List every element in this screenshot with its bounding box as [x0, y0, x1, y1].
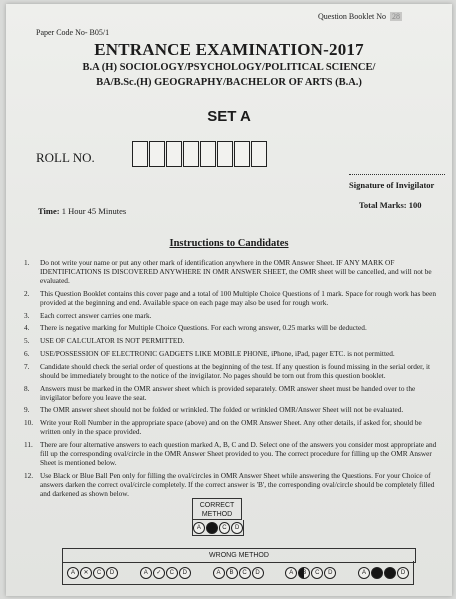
- instructions-title: Instructions to Candidates: [169, 238, 289, 249]
- instruction-number: 7.: [24, 361, 30, 371]
- roll-digit-box[interactable]: [234, 141, 250, 167]
- omr-bubble-filled: ●: [371, 567, 383, 579]
- booklet-number-value: 28: [392, 12, 400, 21]
- roll-digit-box[interactable]: [217, 141, 233, 167]
- instruction-text: Use Black or Blue Ball Pen only for filling the oval/circles in OMR Answer Sheet while answering the Questions. For your Choice of answers darken the correct oval/circle completely. If the correct answer is 'B', the corresponding oval/circle should be completely filled and darkened as shown below.: [40, 470, 435, 498]
- omr-bubble: C: [311, 567, 323, 579]
- instruction-text: There are four alternative answers to each question marked A, B, C and D. Select one of the answers you consider most appropriate and fill up the corresponding oval/circle in the OMR Answer Sheet provided to you. The correct procedure for filling up the OMR Answer Sheet is mentioned below.: [40, 439, 437, 467]
- roll-digit-box[interactable]: [166, 141, 182, 167]
- instruction-text: There is negative marking for Multiple Choice Questions. For each wrong answer, 0.25 marks will be deducted.: [40, 323, 367, 333]
- instruction-number: 9.: [24, 405, 30, 415]
- wrong-method-group: [358, 567, 409, 579]
- booklet-number-label: Question Booklet No: [318, 12, 386, 21]
- instruction-item: [24, 440, 444, 467]
- instruction-number: 12.: [24, 470, 34, 480]
- exam-title: ENTRANCE EXAMINATION-2017: [94, 40, 364, 59]
- instruction-item: [24, 323, 444, 332]
- wrong-method-group: [140, 567, 191, 579]
- instruction-text: USE OF CALCULATOR IS NOT PERMITTED.: [40, 336, 185, 346]
- instruction-number: 8.: [24, 383, 30, 393]
- instructions-list: [24, 258, 444, 502]
- instruction-number: 1.: [24, 258, 30, 267]
- exam-subtitle-line1: B.A (H) SOCIOLOGY/PSYCHOLOGY/POLITICAL SCIENCE/: [82, 62, 376, 73]
- instruction-text: Answers must be marked in the OMR answer sheet which is provided separately. OMR answer sheet must be handed over to the invigilator before you leave the seat.: [40, 383, 416, 402]
- instruction-number: 11.: [24, 439, 33, 449]
- roll-digit-box[interactable]: [200, 141, 216, 167]
- wrong-method-group: [213, 567, 264, 579]
- total-marks: Total Marks: 100: [359, 200, 422, 210]
- wrong-method-group: [67, 567, 118, 579]
- omr-bubble: A: [140, 567, 152, 579]
- omr-bubble-ticked: ✓: [153, 567, 165, 579]
- wrong-method-label: WRONG METHOD: [62, 548, 416, 563]
- omr-bubble: C: [219, 522, 231, 534]
- omr-bubble: A: [358, 567, 370, 579]
- roll-digit-box[interactable]: [132, 141, 148, 167]
- correct-method-label-line1: CORRECT: [199, 502, 235, 509]
- omr-bubble: A: [285, 567, 297, 579]
- instruction-number: 10.: [24, 418, 34, 428]
- instruction-text: USE/POSSESSION OF ELECTRONIC GADGETS LIKE MOBILE PHONE, iPhone, iPad, pager ETC. is not permitted.: [40, 348, 395, 358]
- correct-method-label-line2: METHOD: [201, 511, 233, 518]
- omr-bubble: C: [93, 567, 105, 579]
- roll-number-boxes: [132, 141, 268, 167]
- omr-bubble-half-filled: B: [298, 567, 310, 579]
- instruction-text: Do not write your name or put any other mark of identification anywhere in the OMR Answer Sheet. IF ANY MARK OF IDENTIFICATIONS IS DISCOVERED ANYWHERE IN OMR ANSWER SHEET, the OMR sheet will be cancelled, and will not be evaluated.: [40, 258, 432, 285]
- instruction-number: 5.: [24, 336, 30, 346]
- omr-bubble-filled: ●: [384, 567, 396, 579]
- instruction-item: [24, 471, 444, 498]
- instruction-text: This Question Booklet contains this cover page and a total of 100 Multiple Choice Questions of 1 mark. Space for rough work has been provided at the beginning and end. Available space on each page may also be used for rough work.: [40, 288, 436, 307]
- instruction-item: [24, 384, 444, 402]
- instruction-item: [24, 289, 444, 307]
- instruction-item: [24, 349, 444, 358]
- time-info: [38, 206, 126, 216]
- signature-line: [349, 174, 445, 175]
- omr-bubble-crossed: ✕: [80, 567, 92, 579]
- omr-bubble: C: [166, 567, 178, 579]
- wrong-method-bubbles: [62, 561, 414, 585]
- omr-bubble: D: [397, 567, 409, 579]
- instruction-item: [24, 418, 444, 436]
- booklet-number: [318, 12, 402, 21]
- omr-bubble: C: [239, 567, 251, 579]
- omr-bubble: D: [252, 567, 264, 579]
- roll-number-label: ROLL NO.: [36, 150, 95, 165]
- correct-method-label: [192, 498, 242, 520]
- instruction-text: Write your Roll Number in the appropriate space (above) and on the OMR Answer Sheet. Any other details, if asked for, should be written only in the space provided.: [40, 418, 422, 437]
- omr-bubble: A: [213, 567, 225, 579]
- time-label: Time:: [38, 206, 62, 216]
- instruction-text: The OMR answer sheet should not be folded or wrinkled. The folded or wrinkled OMR/Answer Sheet will not be evaluated.: [40, 405, 404, 415]
- instruction-number: 2.: [24, 288, 30, 298]
- question-booklet-cover: [6, 4, 452, 596]
- wrong-method-group: [285, 567, 336, 579]
- omr-bubble: D: [106, 567, 118, 579]
- omr-bubble: A: [67, 567, 79, 579]
- roll-digit-box[interactable]: [149, 141, 165, 167]
- omr-bubble-dotted: B: [226, 567, 238, 579]
- correct-method-bubbles: [192, 520, 244, 536]
- omr-bubble: D: [324, 567, 336, 579]
- omr-bubble-filled: B: [206, 522, 218, 534]
- roll-digit-box[interactable]: [251, 141, 267, 167]
- exam-subtitle-line2: BA/B.Sc.(H) GEOGRAPHY/BACHELOR OF ARTS (B.A.): [96, 77, 362, 88]
- instruction-number: 3.: [24, 310, 30, 320]
- omr-bubble: D: [231, 522, 243, 534]
- instruction-number: 6.: [24, 348, 30, 358]
- instruction-item: [24, 336, 444, 345]
- instruction-item: [24, 311, 444, 320]
- set-label: SET A: [207, 108, 251, 125]
- paper-code: Paper Code No- B05/1: [36, 28, 110, 37]
- signature-label: Signature of Invigilator: [349, 180, 435, 190]
- omr-bubble: A: [193, 522, 205, 534]
- omr-bubble: D: [179, 567, 191, 579]
- roll-digit-box[interactable]: [183, 141, 199, 167]
- instruction-number: 4.: [24, 323, 30, 333]
- instruction-text: Candidate should check the serial order of questions at the beginning of the test. If any question is found missing in the serial order, it should be immediately brought to the notice of the invigilator. No pages should be torn out from this question booklet.: [40, 361, 431, 380]
- instruction-item: [24, 405, 444, 414]
- instruction-item: [24, 362, 444, 380]
- time-value: 1 Hour 45 Minutes: [61, 206, 127, 216]
- instruction-text: Each correct answer carries one mark.: [40, 310, 152, 320]
- instruction-item: [24, 258, 444, 285]
